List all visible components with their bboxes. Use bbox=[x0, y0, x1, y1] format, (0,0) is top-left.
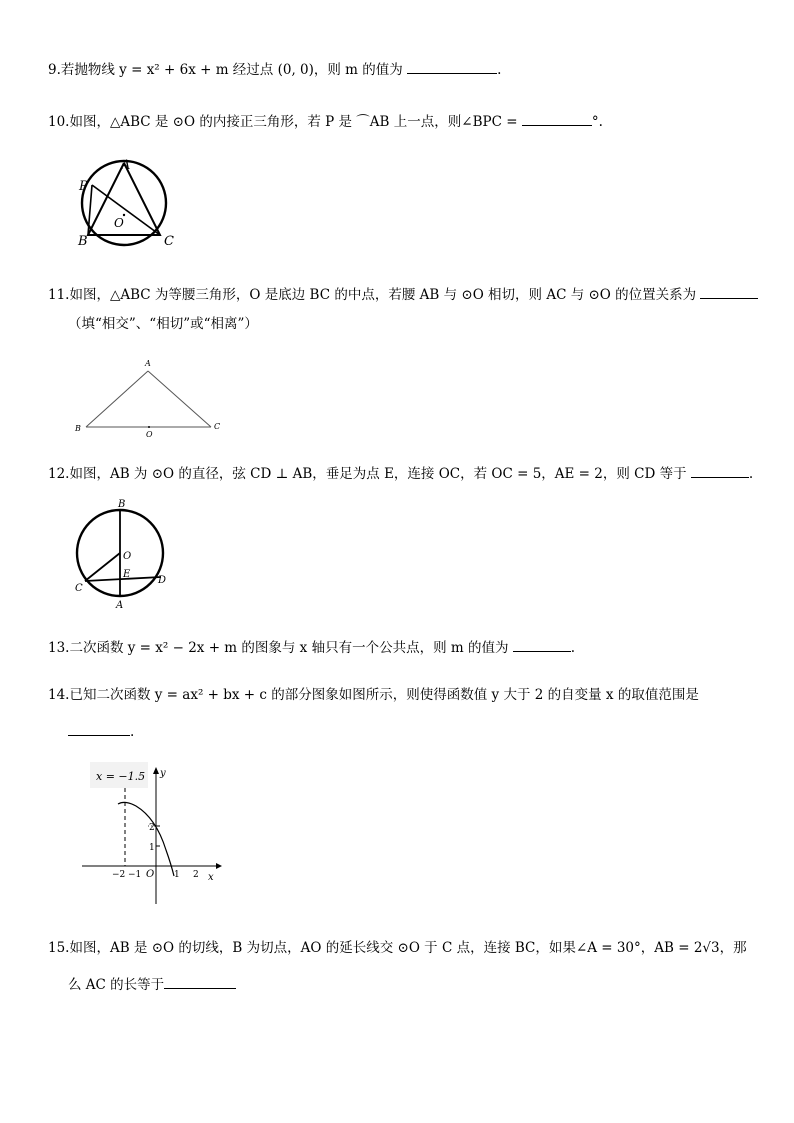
segment-ac bbox=[148, 371, 211, 427]
question-15-line2 bbox=[68, 973, 236, 995]
x-axis-arrow bbox=[216, 863, 222, 869]
question-10 bbox=[48, 110, 603, 132]
answer-blank-13[interactable] bbox=[513, 636, 571, 652]
tick-label-1: 1 bbox=[174, 870, 180, 880]
answer-blank-14[interactable] bbox=[68, 720, 130, 736]
label-c: C bbox=[214, 422, 221, 431]
question-15 bbox=[48, 938, 747, 958]
question-12-tail: . bbox=[748, 466, 754, 482]
x-axis-label: x bbox=[208, 872, 214, 883]
question-14-tail: . bbox=[130, 724, 135, 740]
tick-label-y1: 1 bbox=[149, 843, 155, 853]
axis-of-symmetry-label: x = −1.5 bbox=[96, 770, 146, 783]
y-axis-arrow bbox=[153, 767, 159, 774]
question-13-text: 13.二次函数 y = x² − 2x + m 的图象与 x 轴只有一个公共点，则 m 的值为 bbox=[48, 640, 509, 656]
tick-label-neg1: −1 bbox=[128, 870, 142, 880]
label-c: C bbox=[164, 234, 174, 249]
label-o: O bbox=[123, 551, 132, 562]
label-a: A bbox=[116, 600, 124, 611]
tick-label-y2: 2 bbox=[149, 823, 155, 833]
answer-blank-12[interactable] bbox=[691, 462, 749, 478]
label-a: A bbox=[145, 359, 151, 368]
answer-blank-15[interactable] bbox=[164, 973, 236, 989]
question-15-text: 15.如图，AB 是 ⊙O 的切线，B 为切点，AO 的延长线交 ⊙O 于 C 点，连接 BC，如果∠A = 30°，AB = 2√3，那 bbox=[48, 940, 747, 956]
question-12 bbox=[48, 462, 753, 484]
segment-ab bbox=[86, 371, 148, 427]
segment-pc bbox=[92, 185, 160, 235]
question-14-text: 14.已知二次函数 y = ax² + bx + c 的部分图象如图所示，则使得函数值 y 大于 2 的自变量 x 的取值范围是 bbox=[48, 687, 699, 703]
label-b: B bbox=[75, 424, 81, 433]
tick-label-2: 2 bbox=[193, 870, 199, 880]
label-o: O bbox=[114, 216, 124, 230]
figure-11 bbox=[70, 355, 230, 445]
label-b: B bbox=[78, 234, 88, 249]
answer-blank-9[interactable] bbox=[407, 58, 497, 74]
y-axis-label: y bbox=[160, 768, 166, 779]
question-12-text: 12.如图，AB 为 ⊙O 的直径，弦 CD ⊥ AB，垂足为点 E，连接 OC，若 OC = 5，AE = 2，则 CD 等于 bbox=[48, 466, 687, 482]
label-c: C bbox=[75, 583, 83, 594]
triangle-abc bbox=[88, 163, 160, 235]
question-9-tail: . bbox=[497, 62, 502, 78]
figure-12 bbox=[70, 495, 180, 615]
label-o: O bbox=[146, 430, 153, 439]
label-a: A bbox=[121, 158, 131, 173]
question-9 bbox=[48, 58, 501, 80]
label-b: B bbox=[118, 499, 126, 510]
figure-10 bbox=[72, 155, 182, 255]
answer-blank-11[interactable] bbox=[700, 283, 758, 299]
question-14 bbox=[48, 685, 699, 705]
origin-label: O bbox=[146, 869, 155, 880]
question-11 bbox=[48, 283, 758, 305]
question-14-answer-line bbox=[68, 720, 134, 742]
question-13 bbox=[48, 636, 575, 658]
question-9-text: 9.若抛物线 y = x² + 6x + m 经过点 (0, 0)，则 m 的值为 bbox=[48, 62, 403, 78]
label-p: P bbox=[79, 179, 88, 194]
question-11-hint: （填“相交”、“相切”或“相离”） bbox=[68, 316, 258, 332]
question-11-text: 11.如图，△ABC 为等腰三角形，O 是底边 BC 的中点，若腰 AB 与 ⊙O 相切，则 AC 与 ⊙O 的位置关系为 bbox=[48, 287, 697, 303]
label-d: D bbox=[158, 575, 167, 586]
answer-blank-10[interactable] bbox=[522, 110, 592, 126]
point-o bbox=[148, 426, 150, 428]
question-10-tail: °. bbox=[591, 114, 603, 130]
tick-label-neg2: −2 bbox=[112, 870, 126, 880]
question-15-text-line2: 么 AC 的长等于 bbox=[68, 977, 165, 993]
circle-o bbox=[82, 161, 166, 245]
parabola-curve bbox=[118, 802, 174, 876]
label-e: E bbox=[123, 569, 131, 580]
question-10-text: 10.如图，△ABC 是 ⊙O 的内接正三角形，若 P 是 ⌒AB 上一点，则∠BPC = bbox=[48, 114, 518, 130]
question-13-tail: . bbox=[570, 640, 576, 656]
segment-oc bbox=[85, 553, 120, 581]
figure-14 bbox=[78, 760, 228, 910]
